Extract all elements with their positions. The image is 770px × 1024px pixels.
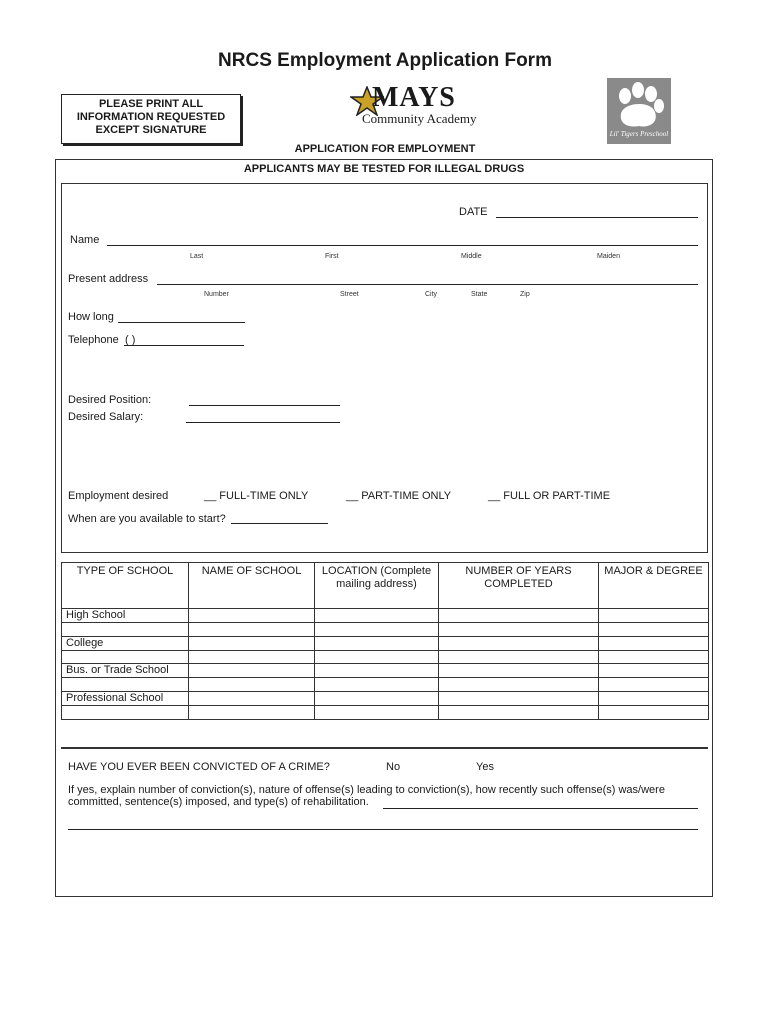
section-divider [61, 747, 708, 749]
school-type-cell [62, 706, 189, 720]
table-cell[interactable] [315, 692, 439, 706]
table-cell[interactable] [315, 706, 439, 720]
telephone-area-code: ( ) [125, 334, 136, 346]
table-cell[interactable] [599, 650, 709, 664]
full-time-option[interactable]: __ FULL-TIME ONLY [204, 490, 309, 502]
present-address-label: Present address [68, 273, 149, 285]
school-type-cell: Bus. or Trade School [62, 664, 189, 678]
notice-line: PLEASE PRINT ALL [98, 98, 204, 110]
address-part-label: State [471, 291, 488, 298]
part-time-option[interactable]: __ PART-TIME ONLY [346, 490, 452, 502]
table-cell[interactable] [439, 678, 599, 692]
mays-logo-word: MAYS [372, 82, 456, 113]
crime-no-option[interactable]: No [386, 761, 401, 773]
table-row [62, 608, 709, 622]
mays-logo [350, 84, 480, 130]
column-header: TYPE OF SCHOOL [62, 563, 189, 609]
desired-salary-label: Desired Salary: [68, 411, 144, 423]
name-part-label: Maiden [597, 253, 620, 260]
name-part-label: Middle [461, 253, 482, 260]
table-cell[interactable] [189, 706, 315, 720]
table-cell[interactable] [189, 622, 315, 636]
desired-position-field[interactable] [189, 405, 340, 406]
present-address-field[interactable] [157, 284, 698, 285]
school-type-cell [62, 650, 189, 664]
school-type-cell: Professional School [62, 692, 189, 706]
available-start-field[interactable] [231, 523, 328, 524]
address-part-label: Street [340, 291, 359, 298]
table-row [62, 678, 709, 692]
telephone-field[interactable] [124, 345, 244, 346]
drug-test-notice: APPLICANTS MAY BE TESTED FOR ILLEGAL DRUGS [243, 163, 525, 175]
column-header: NUMBER OF YEARS COMPLETED [439, 563, 599, 609]
school-type-cell: High School [62, 608, 189, 622]
table-cell[interactable] [599, 678, 709, 692]
preschool-logo-text: Lil' Tigers Preschool [609, 130, 669, 138]
table-row [62, 692, 709, 706]
crime-yes-option[interactable]: Yes [476, 761, 494, 773]
notice-line: INFORMATION REQUESTED [76, 111, 226, 123]
table-cell[interactable] [315, 678, 439, 692]
print-notice-box [61, 94, 241, 144]
mays-logo-subtitle: Community Academy [362, 111, 477, 126]
full-or-part-time-option[interactable]: __ FULL OR PART-TIME [488, 490, 611, 502]
table-cell[interactable] [315, 622, 439, 636]
table-cell[interactable] [439, 650, 599, 664]
preschool-logo [607, 78, 671, 144]
table-row [62, 650, 709, 664]
table-cell[interactable] [189, 636, 315, 650]
telephone-label: Telephone [68, 334, 119, 346]
table-cell[interactable] [439, 706, 599, 720]
table-cell[interactable] [599, 664, 709, 678]
table-cell[interactable] [189, 678, 315, 692]
table-cell[interactable] [439, 692, 599, 706]
table-cell[interactable] [315, 636, 439, 650]
date-label: DATE [459, 206, 488, 218]
table-row [62, 636, 709, 650]
name-part-label: Last [190, 253, 204, 260]
table-cell[interactable] [599, 622, 709, 636]
table-cell[interactable] [439, 664, 599, 678]
desired-position-label: Desired Position: [68, 394, 152, 406]
address-part-label: City [425, 291, 438, 298]
column-header: LOCATION (Complete mailing address) [315, 563, 439, 609]
how-long-field[interactable] [118, 322, 245, 323]
name-label: Name [70, 234, 100, 246]
available-start-label: When are you available to start? [68, 513, 226, 525]
table-cell[interactable] [439, 636, 599, 650]
school-table-header [62, 563, 709, 609]
table-cell[interactable] [189, 650, 315, 664]
desired-salary-field[interactable] [186, 422, 340, 423]
table-cell[interactable] [599, 608, 709, 622]
table-cell[interactable] [315, 650, 439, 664]
employment-desired-label: Employment desired [68, 490, 169, 502]
table-cell[interactable] [189, 608, 315, 622]
how-long-label: How long [68, 311, 114, 323]
page-title: NRCS Employment Application Form [218, 50, 552, 71]
table-cell[interactable] [599, 706, 709, 720]
notice-line: EXCEPT SIGNATURE [95, 124, 207, 136]
table-cell[interactable] [315, 664, 439, 678]
crime-explain-field[interactable] [383, 808, 698, 809]
table-cell[interactable] [439, 622, 599, 636]
crime-explain-text: If yes, explain number of conviction(s), nature of offense(s) leading to conviction(s), how recently such offense(s) was/were committed, sentence(s) imposed, and type(s) of rehabilitation. [68, 784, 665, 808]
name-field[interactable] [107, 245, 698, 246]
school-type-cell: College [62, 636, 189, 650]
table-cell[interactable] [189, 664, 315, 678]
crime-explain-field-2[interactable] [68, 829, 698, 830]
school-type-cell [62, 622, 189, 636]
column-header: MAJOR & DEGREE [599, 563, 709, 609]
application-heading: APPLICATION FOR EMPLOYMENT [294, 143, 476, 155]
crime-question: HAVE YOU EVER BEEN CONVICTED OF A CRIME? [68, 761, 330, 773]
address-part-label: Number [204, 291, 229, 298]
column-header: NAME OF SCHOOL [189, 563, 315, 609]
table-row [62, 706, 709, 720]
table-cell[interactable] [315, 608, 439, 622]
table-cell[interactable] [599, 692, 709, 706]
table-cell[interactable] [189, 692, 315, 706]
table-row [62, 622, 709, 636]
address-part-label: Zip [520, 291, 530, 298]
table-cell[interactable] [439, 608, 599, 622]
date-field[interactable] [496, 217, 698, 218]
name-part-label: First [325, 253, 339, 260]
table-row [62, 664, 709, 678]
school-table [61, 562, 709, 720]
school-type-cell [62, 678, 189, 692]
table-cell[interactable] [599, 636, 709, 650]
